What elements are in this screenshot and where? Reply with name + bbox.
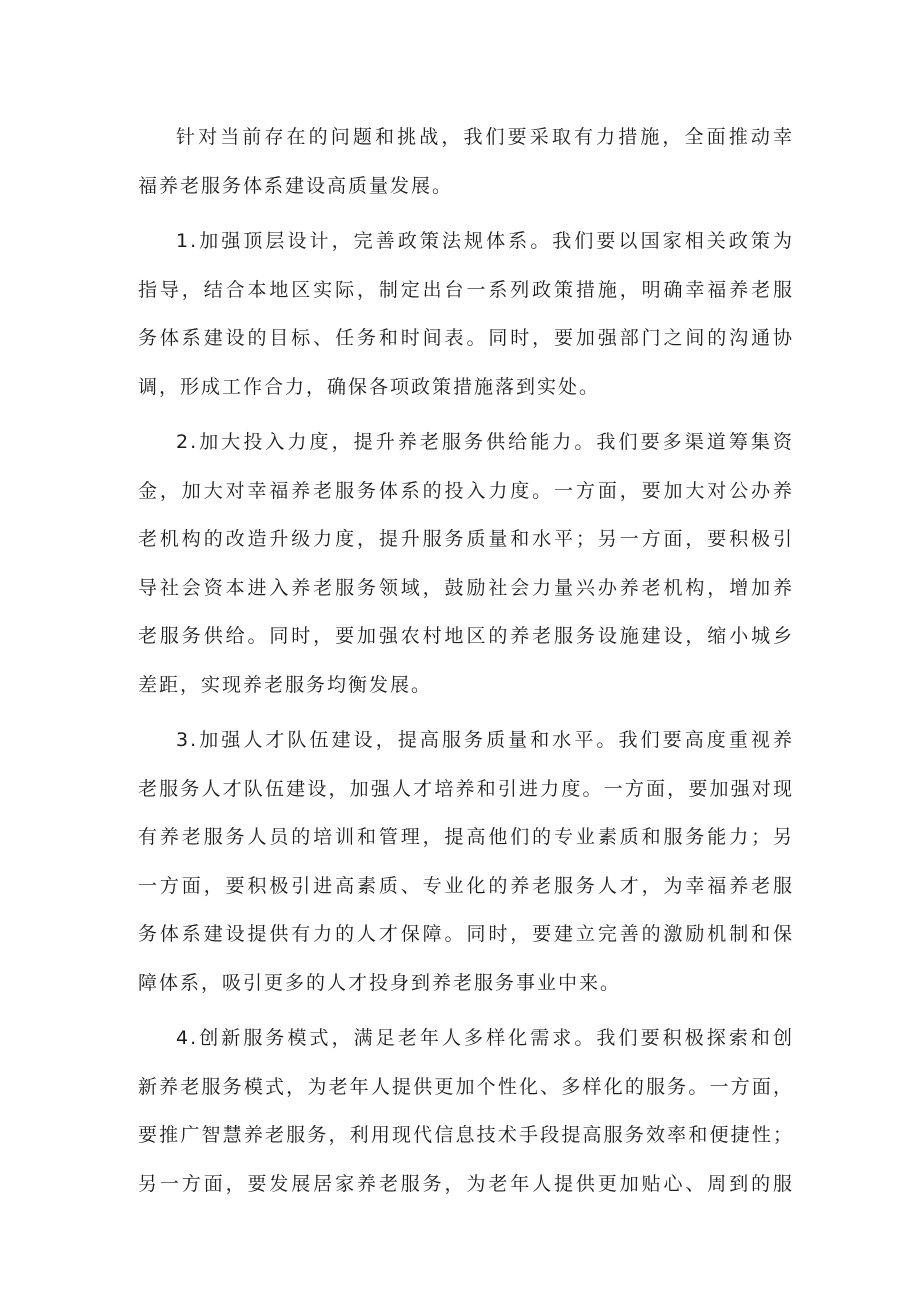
paragraph-line: 老机构的改造升级力度，提升服务质量和水平；另一方面，要积极引 xyxy=(138,528,794,550)
paragraph-line: 差距，实现养老服务均衡发展。 xyxy=(138,673,433,696)
paragraph-line: 2.加大投入力度，提升养老服务供给能力。我们要多渠道筹集资 xyxy=(176,431,794,453)
paragraph-line: 务体系建设的目标、任务和时间表。同时，要加强部门之间的沟通协 xyxy=(138,327,794,349)
paragraph-intro xyxy=(138,113,794,210)
paragraph-line: 3.加强人才队伍建设，提高服务质量和水平。我们要高度重视养 xyxy=(176,729,794,751)
paragraph-line: 一方面，要积极引进高素质、专业化的养老服务人才，为幸福养老服 xyxy=(138,874,794,897)
paragraph-line: 老服务人才队伍建设，加强人才培养和引进力度。一方面，要加强对现 xyxy=(138,777,794,800)
paragraph-line: 障体系，吸引更多的人才投身到养老服务事业中来。 xyxy=(138,971,622,994)
paragraph-line: 福养老服务体系建设高质量发展。 xyxy=(138,174,454,197)
paragraph-item-2 xyxy=(138,418,794,709)
paragraph-line: 指导，结合本地区实际，制定出台一系列政策措施，明确幸福养老服 xyxy=(138,278,794,301)
paragraph-line: 要推广智慧养老服务，利用现代信息技术手段提高服务效率和便捷性； xyxy=(138,1124,794,1146)
paragraph-line: 导社会资本进入养老服务领域，鼓励社会力量兴办养老机构，增加养 xyxy=(138,576,794,599)
document-page xyxy=(138,113,794,1215)
paragraph-item-4 xyxy=(138,1014,794,1208)
paragraph-line: 针对当前存在的问题和挑战，我们要采取有力措施，全面推动幸 xyxy=(176,126,794,148)
paragraph-line: 调，形成工作合力，确保各项政策措施落到实处。 xyxy=(138,375,601,398)
paragraph-line: 老服务供给。同时，要加强农村地区的养老服务设施建设，缩小城乡 xyxy=(138,625,794,647)
paragraph-line: 4.创新服务模式，满足老年人多样化需求。我们要积极探索和创 xyxy=(176,1027,794,1049)
paragraph-line: 1.加强顶层设计，完善政策法规体系。我们要以国家相关政策为 xyxy=(176,230,794,252)
paragraph-line: 有养老服务人员的培训和管理，提高他们的专业素质和服务能力；另 xyxy=(138,826,794,848)
paragraph-line: 新养老服务模式，为老年人提供更加个性化、多样化的服务。一方面， xyxy=(138,1075,794,1098)
paragraph-line: 务体系建设提供有力的人才保障。同时，要建立完善的激励机制和保 xyxy=(138,923,794,945)
paragraph-line: 金，加大对幸福养老服务体系的投入力度。一方面，要加大对公办养 xyxy=(138,479,794,502)
paragraph-item-1 xyxy=(138,217,794,411)
paragraph-line: 另一方面，要发展居家养老服务，为老年人提供更加贴心、周到的服 xyxy=(138,1172,794,1195)
paragraph-item-3 xyxy=(138,716,794,1007)
